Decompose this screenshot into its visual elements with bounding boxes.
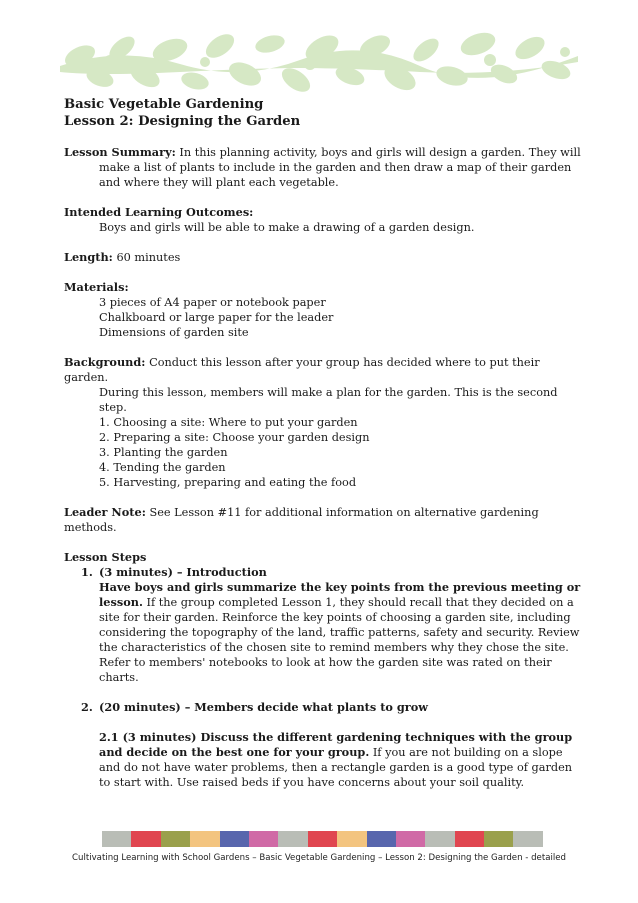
background-label: Background: bbox=[64, 355, 146, 369]
footer-color-swatch bbox=[308, 831, 337, 847]
background-step: 1. Choosing a site: Where to put your garden bbox=[99, 416, 358, 429]
footer-color-swatch bbox=[396, 831, 425, 847]
step-bold-text: Have boys and girls summarize the key points from the previous meeting or lesson. bbox=[99, 580, 581, 609]
length-text: 60 minutes bbox=[116, 251, 181, 264]
footer-color-bar bbox=[102, 831, 543, 847]
footer-color-swatch bbox=[278, 831, 307, 847]
lesson-summary-label: Lesson Summary: bbox=[64, 145, 176, 159]
background-text: Conduct this lesson after your group has decided where to put their garden. bbox=[64, 356, 540, 384]
background bbox=[64, 355, 584, 385]
step-text: If you are not building on a slope and do not have water problems, then a rectangle garden is a good type of garden to start with. Use raised beds if you have concerns about your soil quality. bbox=[99, 746, 573, 789]
footer-color-swatch bbox=[249, 831, 278, 847]
step-body bbox=[99, 730, 584, 790]
lesson-summary bbox=[64, 145, 584, 190]
outcomes-text: Boys and girls will be able to make a drawing of a garden design. bbox=[99, 221, 475, 234]
lesson-title: Lesson 2: Designing the Garden bbox=[64, 114, 301, 129]
step-number: 2. bbox=[81, 700, 93, 714]
lesson-steps-label: Lesson Steps bbox=[64, 550, 147, 564]
step-bold-text: 2.1 (3 minutes) Discuss the different gardening techniques with the group and decide on the best one for your group. bbox=[99, 730, 573, 759]
outcomes-label: Intended Learning Outcomes: bbox=[64, 205, 254, 219]
materials-item: Dimensions of garden site bbox=[99, 326, 249, 339]
leader-note-text: See Lesson #11 for additional information on alternative gardening methods. bbox=[64, 506, 539, 534]
step-heading: (3 minutes) – Introduction bbox=[99, 565, 267, 579]
footer-color-swatch bbox=[102, 831, 131, 847]
step-number: 1. bbox=[81, 565, 93, 579]
footer-color-swatch bbox=[484, 831, 513, 847]
step-text: If the group completed Lesson 1, they should recall that they decided on a site for their garden. Reinforce the key points of choosing a garden site, including considering the topography of the land, traffic patterns, safety and security. Review the characteristics of the chosen site to remind members why they chose the site. Refer to members' notebooks to look at how the garden site was rated on their charts. bbox=[99, 596, 580, 684]
document-title: Basic Vegetable Gardening bbox=[64, 97, 264, 112]
step-heading: (20 minutes) – Members decide what plants to grow bbox=[99, 700, 428, 714]
background-step: 5. Harvesting, preparing and eating the food bbox=[99, 476, 357, 489]
footer-color-swatch bbox=[455, 831, 484, 847]
length-label: Length: bbox=[64, 250, 113, 264]
footer-color-swatch bbox=[190, 831, 219, 847]
background-step: 3. Planting the garden bbox=[99, 446, 228, 459]
background-text-2: During this lesson, members will make a plan for the garden. This is the second step. bbox=[99, 386, 558, 414]
materials-item: Chalkboard or large paper for the leader bbox=[99, 311, 334, 324]
leaf-banner-icon bbox=[60, 26, 578, 96]
footer-color-swatch bbox=[161, 831, 190, 847]
footer-color-swatch bbox=[131, 831, 160, 847]
lesson-step-1 bbox=[64, 565, 584, 685]
footer-color-swatch bbox=[513, 831, 542, 847]
materials-item: 3 pieces of A4 paper or notebook paper bbox=[99, 296, 326, 309]
footer-color-swatch bbox=[337, 831, 366, 847]
leader-note-label: Leader Note: bbox=[64, 505, 146, 519]
document-body bbox=[64, 96, 584, 790]
footer-color-swatch bbox=[425, 831, 454, 847]
step-body bbox=[99, 580, 584, 685]
footer-text: Cultivating Learning with School Gardens – Basic Vegetable Gardening – Lesson 2: Designing the Garden - detailed bbox=[72, 853, 566, 863]
background-step: 4. Tending the garden bbox=[99, 461, 226, 474]
length bbox=[64, 250, 584, 265]
footer-color-swatch bbox=[367, 831, 396, 847]
lesson-step-2 bbox=[64, 700, 584, 790]
leader-note bbox=[64, 505, 584, 535]
background-step: 2. Preparing a site: Choose your garden design bbox=[99, 431, 370, 444]
footer-color-swatch bbox=[220, 831, 249, 847]
lesson-summary-text: In this planning activity, boys and girls will design a garden. They will make a list of plants to include in the garden and then draw a map of their garden and where they will plant each vegetable. bbox=[99, 146, 581, 189]
materials-label: Materials: bbox=[64, 280, 129, 294]
